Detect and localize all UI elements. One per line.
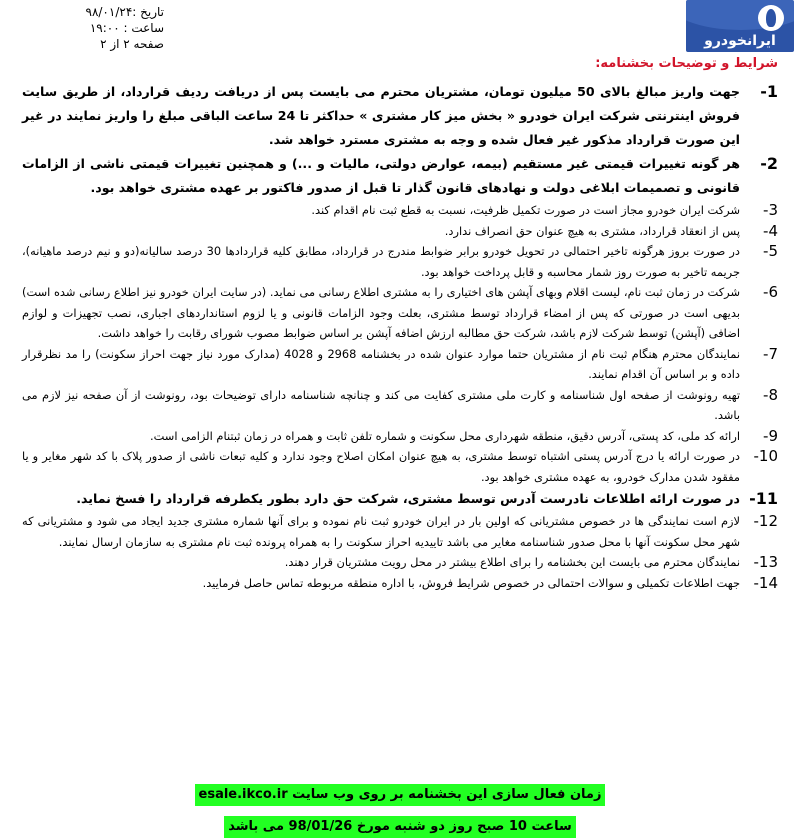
date-label: تاریخ :۹۸/۰۱/۲۴ [85,5,164,19]
term-text: ارائه کد ملی، کد پستی، آدرس دقیق، منطقه شهرداری محل سکونت و شماره تلفن ثابت و همراه در زمان ثبتنام الزامی است. [150,428,740,443]
term-text: تهیه رونوشت از صفحه اول شناسنامه و کارت ملی مشتری کفایت می کند و چنانچه شناسنامه دارای توضیحات بود، رونوشت از آن صفحه نیز لازم می باشد. [22,387,740,422]
term-text: هر گونه تغییرات قیمتی غیر مستقیم (بیمه، عوارض دولتی، مالیات و ...) و همچنین تغییرات قیمتی ناشی از الزامات قانونی و تصمیمات ابلاغی دولت و نهادهای قانون گذار تا قبل از صدور فاکتور بر عهده مشتری خواهد بود. [22,156,740,195]
logo-emblem-icon [758,5,784,31]
term-item-6 [22,282,778,344]
term-number: -2 [760,154,778,173]
term-item-14 [22,573,778,594]
term-text: در صورت ارائه اطلاعات نادرست آدرس توسط مشتری، شرکت حق دارد بطور یکطرفه قرارداد را فسخ نماید. [76,491,740,506]
term-text: پس از انعقاد قرارداد، مشتری به هیچ عنوان حق انصراف ندارد. [444,223,740,238]
term-item-2 [22,152,778,200]
term-number: -9 [763,426,778,445]
term-item-12 [22,511,778,552]
term-number: -14 [753,573,778,592]
term-text: در صورت بروز هرگونه تاخیر احتمالی در تحویل خودرو برابر ضوابط مندرج در قرارداد، مطابق کلیه قراردادها 30 درصد سالیانه(دو و نیم درصد ماهیانه)، جریمه تاخیر به صورت روز شمار محاسبه و قابل پرداخت خواهد بود. [22,244,740,279]
activation-time-line: ساعت 10 صبح روز دو شنبه مورخ 98/01/26 می باشد [224,816,576,838]
term-text: شرکت در زمان ثبت نام، لیست اقلام وبهای آپشن های اختیاری را به مشتری اطلاع رسانی می نماید. (در سایت ایران خودرو نیز اطلاع رسانی شده است) بدیهی است در صورتی که پس از امضاء قرارداد توسط مشتری، بعلت وجود الزامات قانونی و یا لزوم استانداردهای اجباری، نصب تجهیزات و لوازم اضافی (آپشن) توسط شرکت لازم باشد، شرکت حق مطالبه ارزش اضافه آپشن بر اساس ضوابط مصوب شورای رقابت را خواهد داشت. [22,285,740,340]
term-text: نمایندگان محترم می بایست این بخشنامه را برای اطلاع بیشتر در محل رویت مشتریان قرار دهند. [284,555,740,569]
term-number: -3 [763,201,778,219]
term-text: جهت واریز مبالغ بالای 50 میلیون تومان، مشتریان محترم می بایست پس از دریافت ردیف قرارداد، از طریق سایت فروش اینترنتی شرکت ایران خودرو « بخش میز کار مشتری » حداکثر تا 24 ساعت الباقی مبلغ را واریز نمایند در غیر این صورت قرارداد مذکور غیر فعال شده و وجه به مشتری مسترد خواهد شد. [22,84,740,147]
term-number: -10 [753,447,778,465]
term-item-1 [22,80,778,152]
page-number-label: صفحه ۲ از ۲ [100,37,164,51]
term-text: نمایندگان محترم هنگام ثبت نام از مشتریان حتما موارد عنوان شده در بخشنامه 2968 و 4028 (مدارک مورد نیاز جهت احراز سکونت) را مد نظرقرار داده و بر اساس آن اقدام نمایند. [22,346,740,381]
logo-wordmark: ایرانخودرو [704,33,776,49]
term-number: -5 [763,242,778,260]
term-item-11 [22,487,778,511]
section-title: شرایط و توضیحات بخشنامه: [595,56,778,71]
term-number: -13 [753,553,778,571]
activation-website-line: زمان فعال سازی این بخشنامه بر روی وب سایت esale.ikco.ir [195,784,606,806]
time-label: ساعت : ۱۹:۰۰ [89,21,164,35]
term-item-5 [22,241,778,282]
term-number: -6 [763,283,778,301]
term-item-13 [22,552,778,573]
term-number: -8 [763,385,778,404]
term-item-4 [22,221,778,242]
activation-notice [0,783,800,838]
term-text: در صورت ارائه یا درج آدرس پستی اشتباه توسط مشتری، به هیچ عنوان امکان اصلاح وجود ندارد و کلیه تبعات ناشی از صدور پلاک با کد شهر مغایر و یا مفقود شدن مدارک خودرو، به عهده مشتری خواهد بود. [22,449,740,484]
term-number: -11 [749,489,778,508]
term-number: -4 [763,221,778,240]
term-item-10 [22,446,778,487]
term-number: -12 [753,512,778,530]
term-item-8 [22,385,778,426]
term-text: شرکت ایران خودرو مجاز است در صورت تکمیل ظرفیت، نسبت به قطع ثبت نام اقدام کند. [311,203,740,217]
term-item-7 [22,344,778,385]
term-text: جهت اطلاعات تکمیلی و سوالات احتمالی در خصوص شرایط فروش، با اداره منطقه مربوطه تماس حاصل فرمایید. [202,575,740,590]
term-item-3 [22,200,778,221]
term-number: -7 [763,344,778,363]
document-meta [14,4,164,52]
terms-list [22,80,778,593]
term-text: لازم است نمایندگی ها در خصوص مشتریانی که اولین بار در ایران خودرو ثبت نام نموده و برای آنها شماره مشتری جدید ایجاد می شود و مشتریانی که شهر محل سکونت آنها با محل صدور شناسنامه مغایر می باشد تاییدیه احراز سکونت را به همراه پرونده ثبت نام مشتری به سازمان ارسال نمایند. [22,514,740,549]
term-item-9 [22,426,778,447]
company-logo [686,0,794,52]
term-number: -1 [760,82,778,101]
